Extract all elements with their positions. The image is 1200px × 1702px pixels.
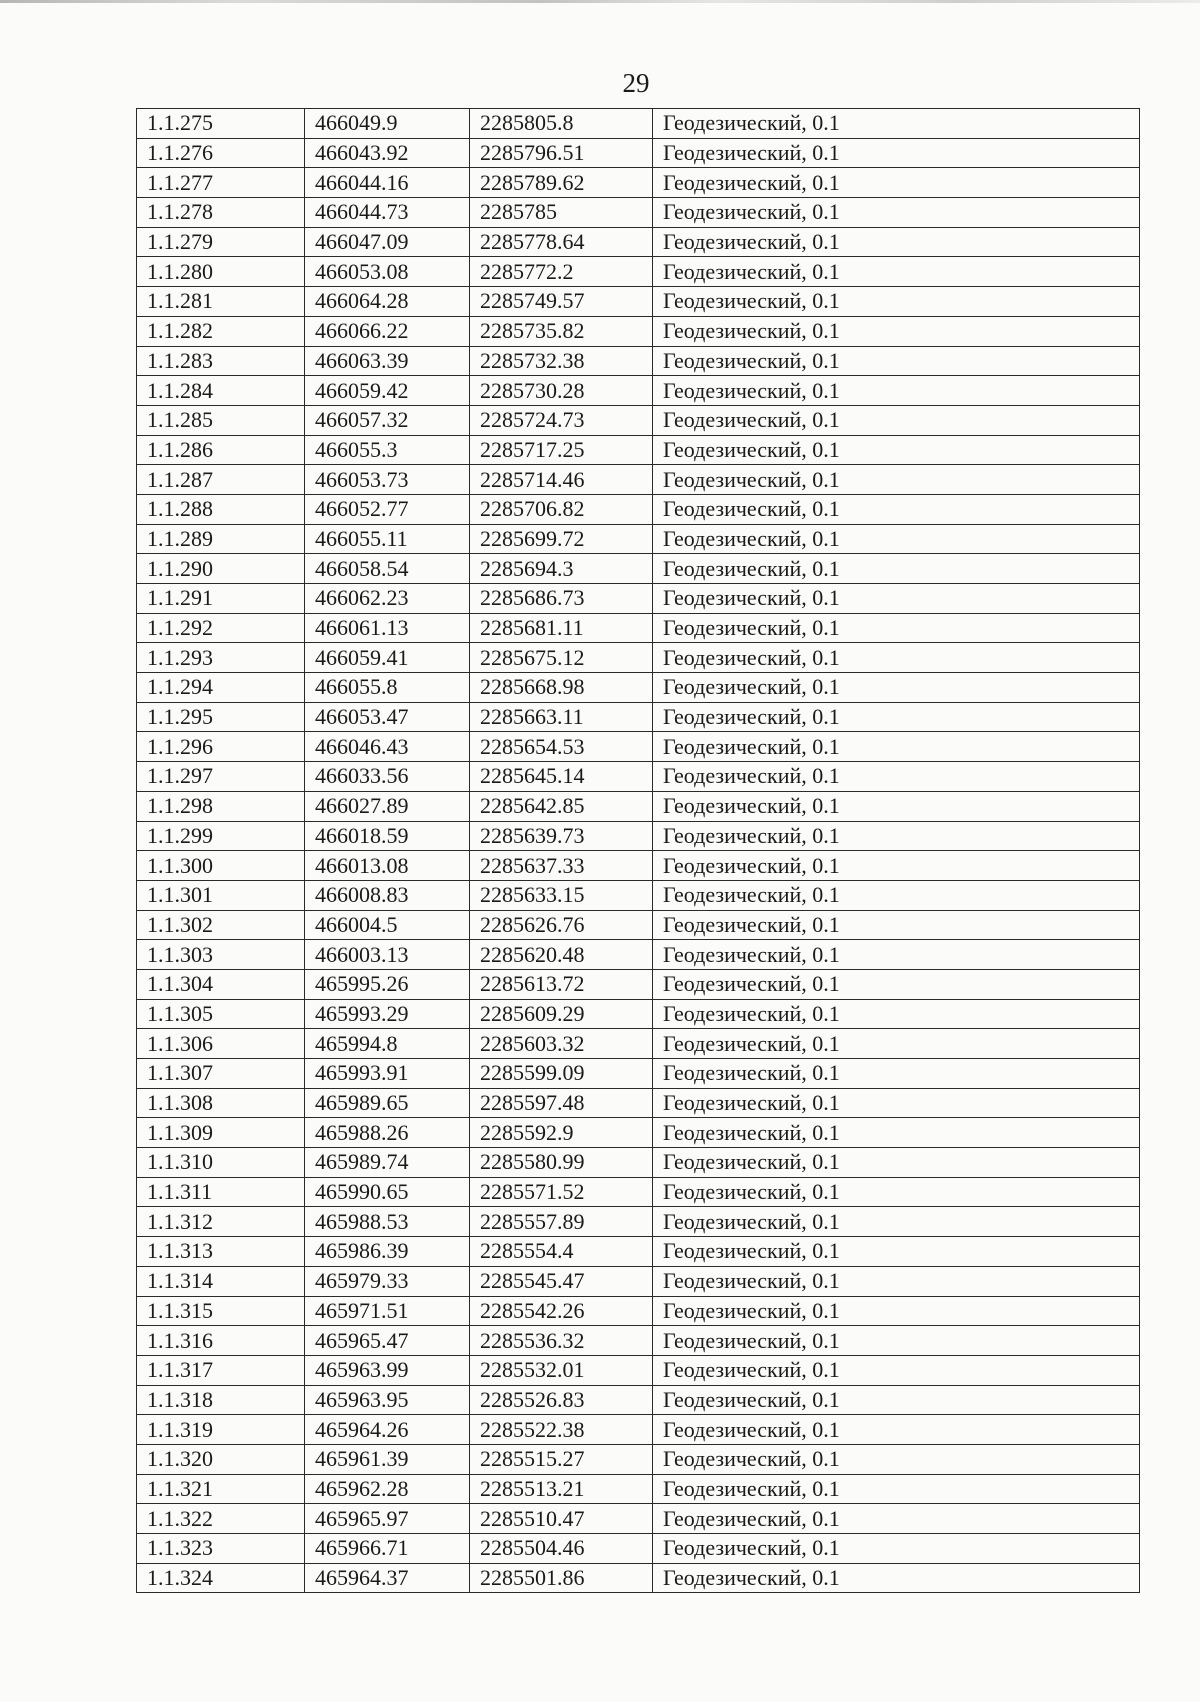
method-accuracy-cell: Геодезический, 0.1 <box>653 1207 1140 1237</box>
point-id-cell: 1.1.278 <box>137 198 305 228</box>
y-coordinate-cell: 2285668.98 <box>470 673 653 703</box>
y-coordinate-cell: 2285501.86 <box>470 1563 653 1593</box>
point-id-cell: 1.1.287 <box>137 465 305 495</box>
y-coordinate-cell: 2285620.48 <box>470 940 653 970</box>
y-coordinate-cell: 2285599.09 <box>470 1059 653 1089</box>
method-accuracy-cell: Геодезический, 0.1 <box>653 257 1140 287</box>
y-coordinate-cell: 2285609.29 <box>470 999 653 1029</box>
y-coordinate-cell: 2285626.76 <box>470 910 653 940</box>
y-coordinate-cell: 2285554.4 <box>470 1237 653 1267</box>
y-coordinate-cell: 2285633.15 <box>470 880 653 910</box>
y-coordinate-cell: 2285654.53 <box>470 732 653 762</box>
y-coordinate-cell: 2285732.38 <box>470 346 653 376</box>
y-coordinate-cell: 2285542.26 <box>470 1296 653 1326</box>
x-coordinate-cell: 466055.8 <box>305 673 470 703</box>
table-row <box>137 1474 1140 1504</box>
y-coordinate-cell: 2285597.48 <box>470 1088 653 1118</box>
y-coordinate-cell: 2285724.73 <box>470 405 653 435</box>
method-accuracy-cell: Геодезический, 0.1 <box>653 554 1140 584</box>
scan-edge-artifact <box>0 0 1200 3</box>
x-coordinate-cell: 466044.73 <box>305 198 470 228</box>
point-id-cell: 1.1.285 <box>137 405 305 435</box>
table-row <box>137 1415 1140 1445</box>
method-accuracy-cell: Геодезический, 0.1 <box>653 702 1140 732</box>
point-id-cell: 1.1.295 <box>137 702 305 732</box>
table-row <box>137 999 1140 1029</box>
y-coordinate-cell: 2285642.85 <box>470 791 653 821</box>
table-row <box>137 1504 1140 1534</box>
method-accuracy-cell: Геодезический, 0.1 <box>653 1059 1140 1089</box>
method-accuracy-cell: Геодезический, 0.1 <box>653 1563 1140 1593</box>
x-coordinate-cell: 465964.26 <box>305 1415 470 1445</box>
method-accuracy-cell: Геодезический, 0.1 <box>653 405 1140 435</box>
x-coordinate-cell: 466013.08 <box>305 851 470 881</box>
x-coordinate-cell: 465962.28 <box>305 1474 470 1504</box>
point-id-cell: 1.1.304 <box>137 969 305 999</box>
y-coordinate-cell: 2285613.72 <box>470 969 653 999</box>
y-coordinate-cell: 2285735.82 <box>470 316 653 346</box>
y-coordinate-cell: 2285557.89 <box>470 1207 653 1237</box>
method-accuracy-cell: Геодезический, 0.1 <box>653 1088 1140 1118</box>
y-coordinate-cell: 2285510.47 <box>470 1504 653 1534</box>
point-id-cell: 1.1.312 <box>137 1207 305 1237</box>
method-accuracy-cell: Геодезический, 0.1 <box>653 435 1140 465</box>
table-row <box>137 465 1140 495</box>
y-coordinate-cell: 2285772.2 <box>470 257 653 287</box>
method-accuracy-cell: Геодезический, 0.1 <box>653 999 1140 1029</box>
table-row <box>137 1148 1140 1178</box>
x-coordinate-cell: 466063.39 <box>305 346 470 376</box>
x-coordinate-cell: 466049.9 <box>305 109 470 139</box>
method-accuracy-cell: Геодезический, 0.1 <box>653 821 1140 851</box>
table-row <box>137 1326 1140 1356</box>
x-coordinate-cell: 466059.42 <box>305 376 470 406</box>
y-coordinate-cell: 2285675.12 <box>470 643 653 673</box>
table-row <box>137 257 1140 287</box>
table-row <box>137 346 1140 376</box>
point-id-cell: 1.1.300 <box>137 851 305 881</box>
x-coordinate-cell: 465964.37 <box>305 1563 470 1593</box>
table-row <box>137 969 1140 999</box>
point-id-cell: 1.1.298 <box>137 791 305 821</box>
method-accuracy-cell: Геодезический, 0.1 <box>653 880 1140 910</box>
table-row <box>137 643 1140 673</box>
point-id-cell: 1.1.276 <box>137 138 305 168</box>
x-coordinate-cell: 465989.65 <box>305 1088 470 1118</box>
table-row <box>137 1534 1140 1564</box>
x-coordinate-cell: 465963.95 <box>305 1385 470 1415</box>
y-coordinate-cell: 2285681.11 <box>470 613 653 643</box>
x-coordinate-cell: 466018.59 <box>305 821 470 851</box>
method-accuracy-cell: Геодезический, 0.1 <box>653 1415 1140 1445</box>
x-coordinate-cell: 465961.39 <box>305 1444 470 1474</box>
y-coordinate-cell: 2285536.32 <box>470 1326 653 1356</box>
x-coordinate-cell: 466058.54 <box>305 554 470 584</box>
method-accuracy-cell: Геодезический, 0.1 <box>653 346 1140 376</box>
table-row <box>137 554 1140 584</box>
method-accuracy-cell: Геодезический, 0.1 <box>653 227 1140 257</box>
y-coordinate-cell: 2285592.9 <box>470 1118 653 1148</box>
method-accuracy-cell: Геодезический, 0.1 <box>653 494 1140 524</box>
table-row <box>137 1207 1140 1237</box>
y-coordinate-cell: 2285545.47 <box>470 1266 653 1296</box>
point-id-cell: 1.1.283 <box>137 346 305 376</box>
method-accuracy-cell: Геодезический, 0.1 <box>653 1266 1140 1296</box>
method-accuracy-cell: Геодезический, 0.1 <box>653 1148 1140 1178</box>
table-row <box>137 287 1140 317</box>
y-coordinate-cell: 2285805.8 <box>470 109 653 139</box>
method-accuracy-cell: Геодезический, 0.1 <box>653 198 1140 228</box>
table-row <box>137 405 1140 435</box>
table-row <box>137 1118 1140 1148</box>
x-coordinate-cell: 466004.5 <box>305 910 470 940</box>
method-accuracy-cell: Геодезический, 0.1 <box>653 287 1140 317</box>
y-coordinate-cell: 2285522.38 <box>470 1415 653 1445</box>
method-accuracy-cell: Геодезический, 0.1 <box>653 1296 1140 1326</box>
point-id-cell: 1.1.292 <box>137 613 305 643</box>
x-coordinate-cell: 465989.74 <box>305 1148 470 1178</box>
x-coordinate-cell: 466052.77 <box>305 494 470 524</box>
x-coordinate-cell: 466061.13 <box>305 613 470 643</box>
y-coordinate-cell: 2285513.21 <box>470 1474 653 1504</box>
table-row <box>137 316 1140 346</box>
x-coordinate-cell: 465966.71 <box>305 1534 470 1564</box>
method-accuracy-cell: Геодезический, 0.1 <box>653 940 1140 970</box>
point-id-cell: 1.1.284 <box>137 376 305 406</box>
table-row <box>137 1385 1140 1415</box>
x-coordinate-cell: 466062.23 <box>305 584 470 614</box>
y-coordinate-cell: 2285699.72 <box>470 524 653 554</box>
y-coordinate-cell: 2285504.46 <box>470 1534 653 1564</box>
point-id-cell: 1.1.317 <box>137 1355 305 1385</box>
y-coordinate-cell: 2285694.3 <box>470 554 653 584</box>
method-accuracy-cell: Геодезический, 0.1 <box>653 1385 1140 1415</box>
coordinates-table <box>136 108 1140 1593</box>
method-accuracy-cell: Геодезический, 0.1 <box>653 138 1140 168</box>
x-coordinate-cell: 466044.16 <box>305 168 470 198</box>
point-id-cell: 1.1.313 <box>137 1237 305 1267</box>
x-coordinate-cell: 466008.83 <box>305 880 470 910</box>
point-id-cell: 1.1.322 <box>137 1504 305 1534</box>
x-coordinate-cell: 466047.09 <box>305 227 470 257</box>
x-coordinate-cell: 466064.28 <box>305 287 470 317</box>
y-coordinate-cell: 2285532.01 <box>470 1355 653 1385</box>
x-coordinate-cell: 465990.65 <box>305 1177 470 1207</box>
x-coordinate-cell: 465986.39 <box>305 1237 470 1267</box>
x-coordinate-cell: 466053.47 <box>305 702 470 732</box>
table-row <box>137 109 1140 139</box>
method-accuracy-cell: Геодезический, 0.1 <box>653 1444 1140 1474</box>
method-accuracy-cell: Геодезический, 0.1 <box>653 969 1140 999</box>
x-coordinate-cell: 466027.89 <box>305 791 470 821</box>
method-accuracy-cell: Геодезический, 0.1 <box>653 673 1140 703</box>
method-accuracy-cell: Геодезический, 0.1 <box>653 1504 1140 1534</box>
y-coordinate-cell: 2285639.73 <box>470 821 653 851</box>
y-coordinate-cell: 2285785 <box>470 198 653 228</box>
x-coordinate-cell: 465963.99 <box>305 1355 470 1385</box>
point-id-cell: 1.1.290 <box>137 554 305 584</box>
y-coordinate-cell: 2285645.14 <box>470 762 653 792</box>
method-accuracy-cell: Геодезический, 0.1 <box>653 1237 1140 1267</box>
y-coordinate-cell: 2285526.83 <box>470 1385 653 1415</box>
point-id-cell: 1.1.291 <box>137 584 305 614</box>
method-accuracy-cell: Геодезический, 0.1 <box>653 584 1140 614</box>
table-row <box>137 940 1140 970</box>
point-id-cell: 1.1.318 <box>137 1385 305 1415</box>
y-coordinate-cell: 2285637.33 <box>470 851 653 881</box>
x-coordinate-cell: 466043.92 <box>305 138 470 168</box>
table-row <box>137 673 1140 703</box>
x-coordinate-cell: 465971.51 <box>305 1296 470 1326</box>
point-id-cell: 1.1.311 <box>137 1177 305 1207</box>
y-coordinate-cell: 2285571.52 <box>470 1177 653 1207</box>
point-id-cell: 1.1.309 <box>137 1118 305 1148</box>
point-id-cell: 1.1.324 <box>137 1563 305 1593</box>
point-id-cell: 1.1.320 <box>137 1444 305 1474</box>
method-accuracy-cell: Геодезический, 0.1 <box>653 791 1140 821</box>
y-coordinate-cell: 2285789.62 <box>470 168 653 198</box>
point-id-cell: 1.1.281 <box>137 287 305 317</box>
table-row <box>137 732 1140 762</box>
y-coordinate-cell: 2285730.28 <box>470 376 653 406</box>
method-accuracy-cell: Геодезический, 0.1 <box>653 910 1140 940</box>
method-accuracy-cell: Геодезический, 0.1 <box>653 316 1140 346</box>
method-accuracy-cell: Геодезический, 0.1 <box>653 643 1140 673</box>
x-coordinate-cell: 465988.53 <box>305 1207 470 1237</box>
y-coordinate-cell: 2285778.64 <box>470 227 653 257</box>
method-accuracy-cell: Геодезический, 0.1 <box>653 1029 1140 1059</box>
x-coordinate-cell: 466055.3 <box>305 435 470 465</box>
point-id-cell: 1.1.288 <box>137 494 305 524</box>
point-id-cell: 1.1.314 <box>137 1266 305 1296</box>
method-accuracy-cell: Геодезический, 0.1 <box>653 1118 1140 1148</box>
point-id-cell: 1.1.323 <box>137 1534 305 1564</box>
method-accuracy-cell: Геодезический, 0.1 <box>653 1534 1140 1564</box>
method-accuracy-cell: Геодезический, 0.1 <box>653 168 1140 198</box>
x-coordinate-cell: 466033.56 <box>305 762 470 792</box>
table-row <box>137 198 1140 228</box>
method-accuracy-cell: Геодезический, 0.1 <box>653 524 1140 554</box>
method-accuracy-cell: Геодезический, 0.1 <box>653 1355 1140 1385</box>
x-coordinate-cell: 466055.11 <box>305 524 470 554</box>
table-row <box>137 1563 1140 1593</box>
table-row <box>137 821 1140 851</box>
method-accuracy-cell: Геодезический, 0.1 <box>653 1177 1140 1207</box>
table-row <box>137 880 1140 910</box>
point-id-cell: 1.1.305 <box>137 999 305 1029</box>
x-coordinate-cell: 466066.22 <box>305 316 470 346</box>
table-row <box>137 702 1140 732</box>
y-coordinate-cell: 2285580.99 <box>470 1148 653 1178</box>
y-coordinate-cell: 2285717.25 <box>470 435 653 465</box>
y-coordinate-cell: 2285796.51 <box>470 138 653 168</box>
point-id-cell: 1.1.302 <box>137 910 305 940</box>
x-coordinate-cell: 465995.26 <box>305 969 470 999</box>
y-coordinate-cell: 2285706.82 <box>470 494 653 524</box>
point-id-cell: 1.1.275 <box>137 109 305 139</box>
method-accuracy-cell: Геодезический, 0.1 <box>653 732 1140 762</box>
point-id-cell: 1.1.306 <box>137 1029 305 1059</box>
method-accuracy-cell: Геодезический, 0.1 <box>653 109 1140 139</box>
point-id-cell: 1.1.294 <box>137 673 305 703</box>
point-id-cell: 1.1.301 <box>137 880 305 910</box>
x-coordinate-cell: 466053.08 <box>305 257 470 287</box>
x-coordinate-cell: 466003.13 <box>305 940 470 970</box>
point-id-cell: 1.1.315 <box>137 1296 305 1326</box>
table-row <box>137 524 1140 554</box>
table-row <box>137 435 1140 465</box>
point-id-cell: 1.1.297 <box>137 762 305 792</box>
table-row <box>137 791 1140 821</box>
y-coordinate-cell: 2285749.57 <box>470 287 653 317</box>
x-coordinate-cell: 466046.43 <box>305 732 470 762</box>
x-coordinate-cell: 465993.91 <box>305 1059 470 1089</box>
x-coordinate-cell: 465993.29 <box>305 999 470 1029</box>
point-id-cell: 1.1.319 <box>137 1415 305 1445</box>
y-coordinate-cell: 2285663.11 <box>470 702 653 732</box>
table-row <box>137 1355 1140 1385</box>
table-row <box>137 376 1140 406</box>
table-row <box>137 851 1140 881</box>
point-id-cell: 1.1.307 <box>137 1059 305 1089</box>
method-accuracy-cell: Геодезический, 0.1 <box>653 851 1140 881</box>
x-coordinate-cell: 465994.8 <box>305 1029 470 1059</box>
point-id-cell: 1.1.303 <box>137 940 305 970</box>
point-id-cell: 1.1.279 <box>137 227 305 257</box>
point-id-cell: 1.1.321 <box>137 1474 305 1504</box>
table-row <box>137 1177 1140 1207</box>
table-row <box>137 1029 1140 1059</box>
x-coordinate-cell: 465965.47 <box>305 1326 470 1356</box>
method-accuracy-cell: Геодезический, 0.1 <box>653 376 1140 406</box>
table-row <box>137 910 1140 940</box>
method-accuracy-cell: Геодезический, 0.1 <box>653 1474 1140 1504</box>
table-row <box>137 1088 1140 1118</box>
table-row <box>137 138 1140 168</box>
table-row <box>137 1444 1140 1474</box>
table-row <box>137 494 1140 524</box>
page-number: 29 <box>622 68 650 98</box>
table-row <box>137 1237 1140 1267</box>
table-row <box>137 1059 1140 1089</box>
point-id-cell: 1.1.286 <box>137 435 305 465</box>
point-id-cell: 1.1.289 <box>137 524 305 554</box>
x-coordinate-cell: 466059.41 <box>305 643 470 673</box>
y-coordinate-cell: 2285603.32 <box>470 1029 653 1059</box>
point-id-cell: 1.1.280 <box>137 257 305 287</box>
method-accuracy-cell: Геодезический, 0.1 <box>653 762 1140 792</box>
table-row <box>137 168 1140 198</box>
point-id-cell: 1.1.282 <box>137 316 305 346</box>
x-coordinate-cell: 465965.97 <box>305 1504 470 1534</box>
table-row <box>137 762 1140 792</box>
x-coordinate-cell: 465988.26 <box>305 1118 470 1148</box>
table-row <box>137 613 1140 643</box>
x-coordinate-cell: 465979.33 <box>305 1266 470 1296</box>
method-accuracy-cell: Геодезический, 0.1 <box>653 613 1140 643</box>
point-id-cell: 1.1.296 <box>137 732 305 762</box>
table-row <box>137 584 1140 614</box>
y-coordinate-cell: 2285686.73 <box>470 584 653 614</box>
point-id-cell: 1.1.277 <box>137 168 305 198</box>
point-id-cell: 1.1.293 <box>137 643 305 673</box>
coordinates-table-body <box>137 109 1140 1593</box>
point-id-cell: 1.1.310 <box>137 1148 305 1178</box>
y-coordinate-cell: 2285515.27 <box>470 1444 653 1474</box>
method-accuracy-cell: Геодезический, 0.1 <box>653 465 1140 495</box>
point-id-cell: 1.1.308 <box>137 1088 305 1118</box>
y-coordinate-cell: 2285714.46 <box>470 465 653 495</box>
point-id-cell: 1.1.316 <box>137 1326 305 1356</box>
x-coordinate-cell: 466057.32 <box>305 405 470 435</box>
table-row <box>137 227 1140 257</box>
table-row <box>137 1296 1140 1326</box>
method-accuracy-cell: Геодезический, 0.1 <box>653 1326 1140 1356</box>
x-coordinate-cell: 466053.73 <box>305 465 470 495</box>
table-row <box>137 1266 1140 1296</box>
point-id-cell: 1.1.299 <box>137 821 305 851</box>
